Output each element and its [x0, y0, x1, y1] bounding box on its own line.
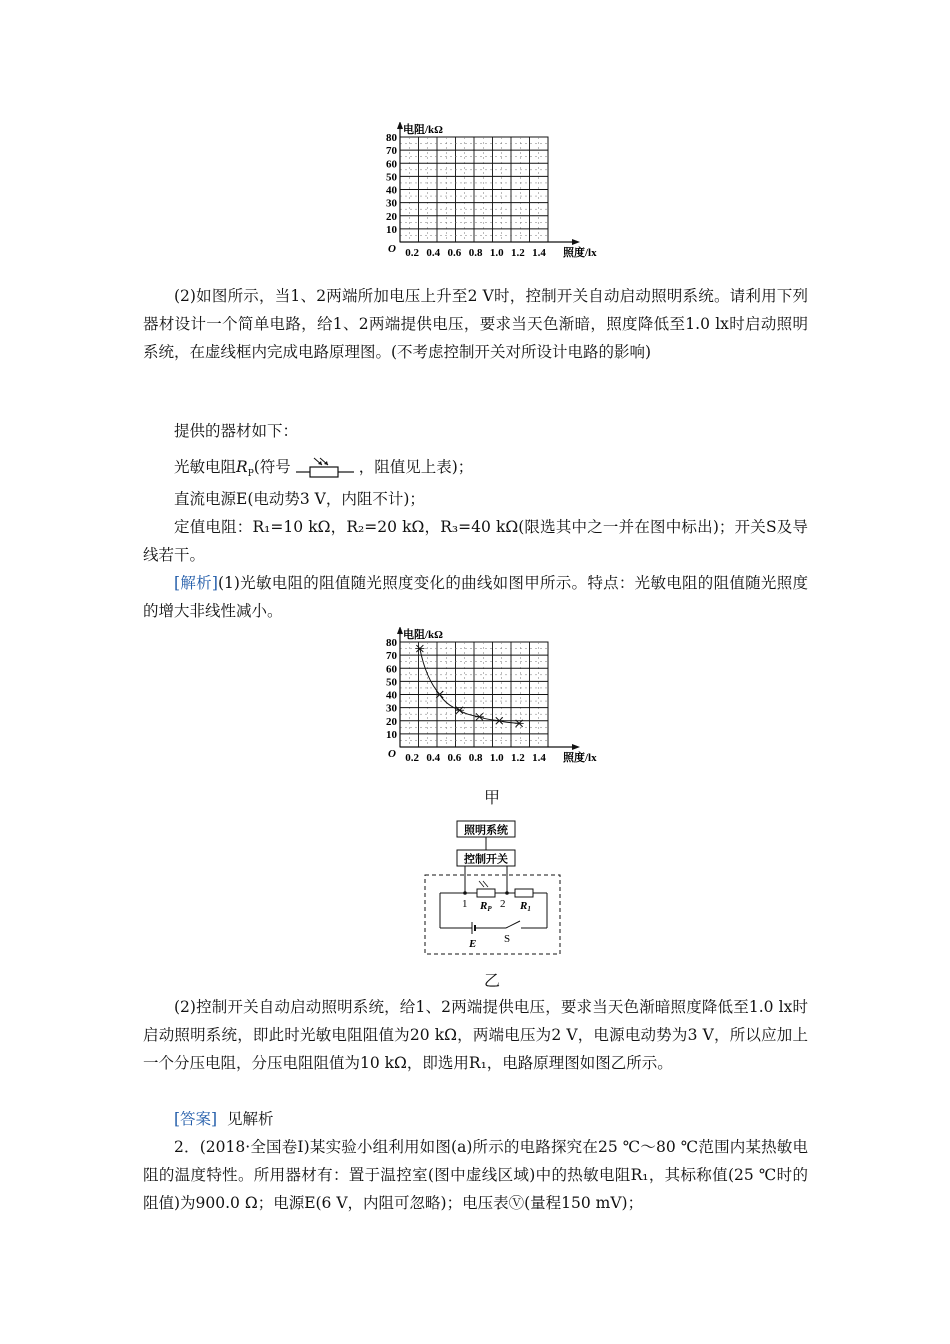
x-tick-label: 1.0	[489, 752, 504, 764]
y-tick-label: 50	[386, 171, 397, 184]
equipment-intro: 提供的器材如下：	[174, 422, 299, 440]
resistance-curve	[420, 649, 519, 724]
x-tick-label: 0.2	[405, 247, 420, 259]
ldr-line: 光敏电阻$R_P$(符号 ，阻值见上表)；	[174, 458, 474, 480]
answer-tag: [答案]	[174, 1110, 218, 1128]
analysis-tag: [解析]	[174, 574, 218, 592]
answer-line: [答案] 见解析	[174, 1110, 274, 1128]
y-tick-label: 70	[386, 650, 397, 663]
caption-jia: 甲	[484, 788, 501, 807]
origin-label: O	[388, 243, 396, 255]
y-tick-label: 60	[386, 158, 397, 171]
node-1-label: 1	[462, 898, 468, 910]
y-tick-label: 20	[386, 715, 397, 728]
x-tick-label: 0.8	[468, 247, 483, 259]
y-tick-label: 40	[386, 184, 397, 197]
x-tick-label: 0.4	[426, 752, 441, 764]
y-tick-label: 40	[386, 689, 397, 702]
y-tick-label: 70	[386, 145, 397, 158]
x-tick-label: 1.4	[532, 752, 546, 764]
y-axis-label: 电阻/kΩ	[403, 124, 443, 136]
question-3-text: 2．(2018·全国卷Ⅰ)某实验小组利用如图(a)所示的电路探究在25 ℃～80 ℃范围内某热敏电阻的温度特性。所用器材有：置于温控室(图中虚线区域)中的热敏电阻R₁，其标称值(25 ℃时的阻值)为900.0 Ω；电源E(6 V，内阻可忽略)；电压表Ⓥ(量程150 mV)；	[143, 1138, 808, 1212]
chart-top	[370, 122, 610, 272]
y-axis-label: 电阻/kΩ	[403, 629, 443, 641]
r1-label: R1	[520, 900, 531, 913]
fixed-resistor-text: 定值电阻：R₁=10 kΩ，R₂=20 kΩ，R₃=40 kΩ(限选其中之一并在图中标出)；开关S及导线若干。	[143, 518, 808, 564]
s-label: S	[504, 933, 511, 945]
x-tick-label: 0.2	[405, 752, 420, 764]
x-axis-arrow-icon	[572, 744, 580, 750]
y-tick-label: 50	[386, 676, 397, 689]
x-tick-label: 1.2	[510, 752, 525, 764]
source-line: 直流电源E(电动势3 V，内阻不计)；	[174, 490, 425, 508]
y-tick-label: 80	[386, 637, 397, 649]
caption-yi: 乙	[484, 971, 501, 990]
y-tick-label: 20	[386, 210, 397, 223]
y-tick-label: 10	[386, 223, 397, 236]
y-tick-label: 60	[386, 663, 397, 676]
x-tick-label: 1.0	[489, 247, 504, 259]
x-tick-label: 1.4	[532, 247, 546, 259]
x-tick-label: 0.4	[426, 247, 441, 259]
origin-label: O	[388, 748, 396, 760]
x-tick-label: 0.6	[447, 247, 462, 259]
y-tick-label: 10	[386, 728, 397, 741]
analysis-1: [解析](1)光敏电阻的阻值随光照度变化的曲线如图甲所示。特点：光敏电阻的阻值随光照度的增大非线性减小。	[143, 574, 808, 620]
node-2-label: 2	[500, 898, 506, 910]
x-tick-label: 1.2	[510, 247, 525, 259]
question-2-text: (2)如图所示，当1、2两端所加电压上升至2 V时，控制开关自动启动照明系统。请利用下列器材设计一个简单电路，给1、2两端提供电压，要求当天色渐暗，照度降低至1.0 lx时启动照明系统，在虚线框内完成电路原理图。(不考虑控制开关对所设计电路的影响)	[143, 287, 808, 361]
e-label: E	[469, 938, 477, 950]
x-axis-arrow-icon	[572, 239, 580, 245]
x-tick-label: 0.8	[468, 752, 483, 764]
r1-resistor-icon	[515, 889, 533, 897]
x-axis-label: 照度/lx	[563, 247, 597, 259]
switch-icon	[506, 921, 520, 928]
dashed-frame	[425, 875, 560, 954]
rp-label: RP	[480, 900, 492, 913]
y-tick-label: 80	[386, 132, 397, 144]
x-axis-label: 照度/lx	[563, 752, 597, 764]
x-tick-label: 0.6	[447, 752, 462, 764]
y-tick-label: 30	[386, 702, 397, 715]
lighting-system-label: 照明系统	[464, 824, 508, 837]
control-switch-label: 控制开关	[464, 853, 508, 866]
circuit-diagram	[420, 815, 570, 965]
chart-jia	[370, 627, 610, 777]
rp-resistor-icon	[477, 889, 495, 897]
photoresistor-symbol-icon	[296, 456, 354, 480]
analysis-2: (2)控制开关自动启动照明系统，给1、2两端提供电压，要求当天色渐暗照度降低至1.0 lx时启动照明系统，即此时光敏电阻阻值为20 kΩ，两端电压为2 V，电源电动势为3 V，所以应加上一个分压电阻，分压电阻阻值为10 kΩ，即选用R₁，电路原理图如图乙所示。	[143, 998, 808, 1072]
y-tick-label: 30	[386, 197, 397, 210]
